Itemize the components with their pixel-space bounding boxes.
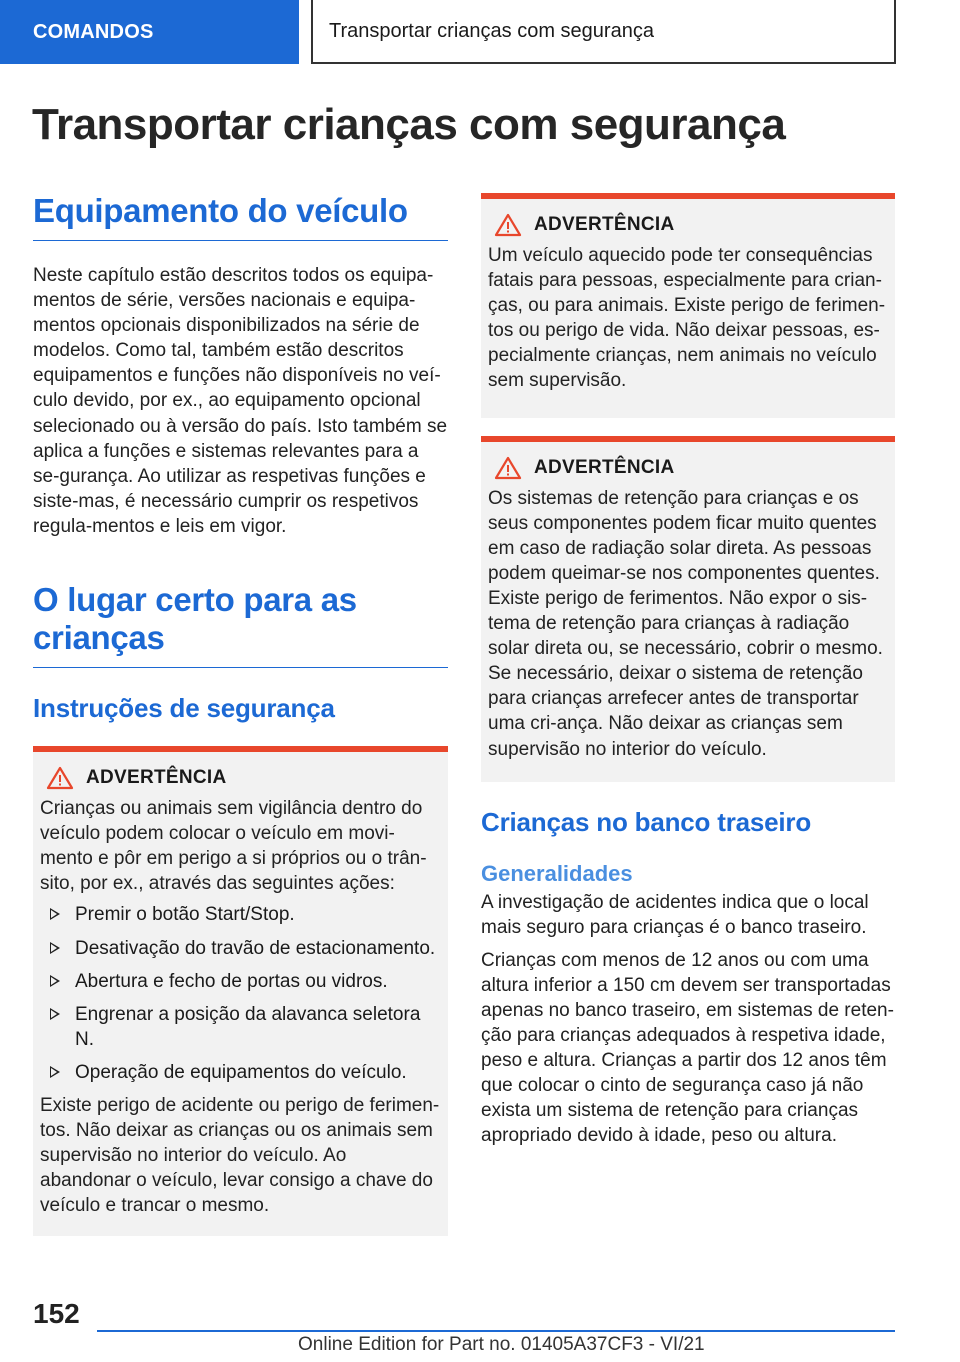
breadcrumb-label: Transportar crianças com segurança bbox=[329, 19, 654, 42]
right-column bbox=[481, 193, 895, 1149]
paragraph-criancas: Crianças com menos de 12 anos ou com uma altura inferior a 150 cm devem ser transportadas apenas no banco traseiro, em sistemas de reten-ção para crianças adequados à respetiva idade, peso e altura. Crianças a partir dos 12 anos têm que colocar o cinto de segurança caso já não exista um sistema de retenção para crianças apropriado devido à idade, peso ou altura. bbox=[481, 949, 894, 1147]
footer-edition: Online Edition for Part no. 01405A37CF3 - VI/21 bbox=[298, 1334, 705, 1355]
warning-triangle-icon bbox=[46, 766, 74, 790]
list-item-text: Abertura e fecho de portas ou vidros. bbox=[75, 970, 388, 992]
warning-header bbox=[40, 766, 441, 790]
warning-box-heated-vehicle bbox=[481, 193, 895, 418]
list-item-text: Operação de equipamentos do veículo. bbox=[75, 1061, 407, 1083]
bullet-triangle-icon bbox=[50, 942, 60, 954]
warning-intro: Crianças ou animais sem vigilância dentro do veículo podem colocar o veículo em movi-mento e pôr em perigo a si próprios ou o trân-sito, por ex., através das seguintes ações: bbox=[40, 798, 427, 895]
warning-outro: Existe perigo de acidente ou perigo de ferimen-tos. Não deixar as crianças ou os animais sem supervisão no interior do veículo. Ao abandonar o veículo, levar consigo a chave do veículo e trancar o mesmo. bbox=[40, 1094, 440, 1217]
list-item bbox=[40, 1002, 441, 1052]
warning-header bbox=[488, 456, 888, 480]
section-tab-label: COMANDOS bbox=[33, 20, 154, 43]
page-title: Transportar crianças com segurança bbox=[32, 100, 786, 149]
footer-divider bbox=[97, 1330, 895, 1332]
bullet-triangle-icon bbox=[50, 908, 60, 920]
page-number: 152 bbox=[33, 1298, 80, 1329]
heading-instrucoes: Instruções de segurança bbox=[33, 693, 335, 724]
warning-label: ADVERTÊNCIA bbox=[534, 456, 675, 478]
warning-triangle-icon bbox=[494, 213, 522, 237]
list-item bbox=[40, 936, 441, 961]
list-item bbox=[40, 1060, 441, 1085]
warning-label: ADVERTÊNCIA bbox=[86, 767, 227, 789]
heading-banco-traseiro: Crianças no banco traseiro bbox=[481, 806, 812, 837]
bullet-triangle-icon bbox=[50, 975, 60, 987]
bullet-triangle-icon bbox=[50, 1008, 60, 1020]
list-item bbox=[40, 902, 441, 927]
bullet-triangle-icon bbox=[50, 1066, 60, 1078]
heading-lugar-certo: O lugar certo para as crianças bbox=[33, 581, 448, 668]
left-column bbox=[33, 190, 448, 1236]
breadcrumb bbox=[311, 0, 896, 64]
list-item-text: Premir o botão Start/Stop. bbox=[75, 904, 295, 926]
list-item bbox=[40, 969, 441, 994]
paragraph-investigacao: A investigação de acidentes indica que o local mais seguro para crianças é o banco traseiro. bbox=[481, 891, 869, 938]
warning-text: Um veículo aquecido pode ter consequências fatais para pessoas, especialmente para crian-ças, ou para animais. Existe perigo de ferimen-tos ou perigo de vida. Não deixar pessoas, es-pecialmente crianças, nem animais no veículo sem supervisão. bbox=[488, 245, 886, 392]
warning-label: ADVERTÊNCIA bbox=[534, 214, 675, 235]
warning-box-hot-components bbox=[481, 436, 895, 782]
list-item-text: Engrenar a posição da alavanca seletora N. bbox=[75, 1003, 421, 1050]
warning-triangle-icon bbox=[494, 456, 522, 480]
heading-equipamento: Equipamento do veículo bbox=[33, 192, 448, 241]
warning-text: Os sistemas de retenção para crianças e os seus componentes podem ficar muito quentes em caso de radiação solar direta. As pessoas podem queimar-se nos componentes quentes. Existe perigo de ferimentos. Não expor o sis-tema de retenção para crianças à radiação solar direta ou, se necessário, cobrir o mesmo. Se necessário, deixar o sistema de retenção para crianças arrefecer antes de transportar uma cri-ança. Não deixar as crianças sem supervisão no interior do veículo. bbox=[488, 487, 883, 760]
paragraph-equipamento: Neste capítulo estão descritos todos os equipa-mentos de série, versões nacionais e equipa-mentos opcionais disponibilizados na série de modelos. Como tal, também estão descritos equipamentos e funções não disponíveis no veí-culo devido, por ex., ao equipamento opcional selecionado ou à versão do país. Isto também se aplica a funções e sistemas relevantes para a se-gurança. Ao utilizar as respetivas funções e siste-mas, é necessário cumprir os respetivos regula-mentos e leis em vigor. bbox=[33, 265, 448, 537]
heading-generalidades: Generalidades bbox=[481, 860, 633, 886]
warning-bullet-list bbox=[40, 902, 441, 1085]
section-tab[interactable] bbox=[0, 0, 299, 64]
warning-box-instrucoes bbox=[33, 746, 448, 1236]
list-item-text: Desativação do travão de estacionamento. bbox=[75, 937, 436, 959]
warning-header bbox=[488, 213, 888, 237]
